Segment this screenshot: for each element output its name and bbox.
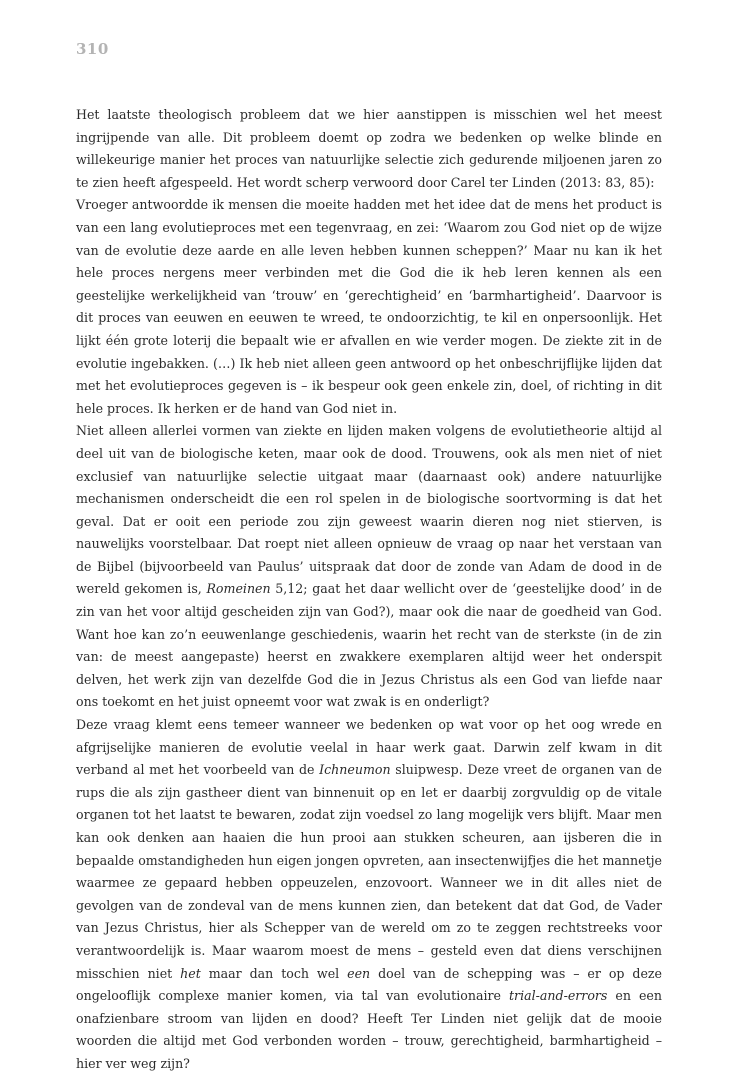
paragraph-death (76, 420, 662, 714)
text-run: sluipwesp. Deze vreet de organen van de rups die als zijn gastheer dient van binnenuit op en let er daarbij zorgvuldig op de vitale organen tot het laatst te bewaren, zodat zijn voedsel zo lang mogelijk vers blijft. Maar men kan ook denken aan haaien die hun prooi aan stukken scheuren, aan ijsberen die in bepaalde omstandigheden hun eigen jongen opvreten, aan insectenwijfjes die het mannetje waarmee ze gepaard hebben oppeuzelen, enzovoort. Wanneer we in dit alles niet de gevolgen van de zondeval van de mens kunnen zien, dan betekent dat dat God, de Vader van Jezus Christus, hier als Schepper van de wereld om zo te zeggen rechtstreeks voor verantwoordelijk is. Maar waarom moest de mens – gesteld even dat diens verschijnen misschien niet (76, 762, 663, 981)
emphasis-trial-and-errors: trial-and-errors (508, 988, 608, 1004)
paragraph-intro: Het laatste theologisch probleem dat we hier aanstippen is misschien wel het meest ingrijpende van alle. Dit probleem doemt op zodra we bedenken op welke blinde en willekeurige manier het proces van natuurlijke selectie zich gedurende miljoenen jaren zo te zien heeft afgespeeld. Het wordt scherp verwoord door Carel ter Linden (2013: 83, 85): (76, 107, 662, 190)
block-quote: Vroeger antwoordde ik mensen die moeite hadden met het idee dat de mens het product is van een lang evolutieproces met een tegenvraag, en zei: ‘Waarom zou God niet op de wijze van de evolutie deze aarde en alle leven hebben kunnen scheppen?’ Maar nu kan ik het hele proces nergens meer verbinden met die God die ik heb leren kennen als een geestelijke werkelijkheid van ‘trouw’ en ‘gerechtigheid’ en ‘barmhartigheid’. Daarvoor is dit proces van eeuwen en eeuwen te wreed, te ondoorzichtig, te kil en onpersoonlijk. Het lijkt één grote loterij die bepaalt wie er afvallen en wie verder mogen. De ziekte zit in de evolutie ingebakken. (…) Ik heb niet alleen geen antwoord op het onbeschrijflijke lijden dat met het evolutieproces gegeven is – ik bespeur ook geen enkele zin, doel, of richting in dit hele proces. Ik herken er de hand van God niet in. (76, 197, 662, 416)
text-run: Deze vraag klemt eens temeer wanneer we bedenken op wat voor op het oog wrede en afgrijselijke manieren de evolutie veelal in haar werk gaat. Darwin zelf kwam in dit verband al met het voorbeeld van de (76, 717, 662, 778)
emphasis-ichneumon: Ichneumon (319, 762, 391, 778)
text-run: en een onafzienbare stroom van lijden en dood? Heeft Ter Linden niet gelijk dat de mooie woorden die altijd met God verbonden worden – trouw, gerechtigheid, barmhartigheid – hier ver weg zijn? (76, 988, 662, 1071)
emphasis-een: een (347, 965, 371, 981)
emphasis-romeinen: Romeinen (206, 581, 271, 597)
text-run: doel van de schepping was – er op deze ongelooflijk complexe manier komen, via tal van evolutionaire (76, 965, 662, 1004)
body-text (76, 104, 662, 1076)
emphasis-het: het (180, 965, 201, 981)
page-number: 310 (76, 40, 109, 58)
paragraph-cruelty (76, 714, 662, 1076)
text-run: maar dan toch wel (200, 965, 348, 981)
text-run: 5,12; gaat het daar wellicht over de ‘geestelijke dood’ in de zin van het voor altijd gescheiden zijn van God?), maar ook die naar de goedheid van God. Want hoe kan zo’n eeuwenlange geschiedenis, waarin het recht van de sterkste (in de zin van: de meest aangepaste) heerst en zwakkere exemplaren altijd weer het onderspit delven, het werk zijn van dezelfde God die in Jezus Christus als een God van liefde naar ons toekomt en het juist opneemt voor wat zwak is en onderligt? (76, 581, 662, 710)
text-run: Niet alleen allerlei vormen van ziekte en lijden maken volgens de evolutietheorie altijd al deel uit van de biologische keten, maar ook de dood. Trouwens, ook als men niet of niet exclusief van natuurlijke selectie uitgaat maar (daarnaast ook) andere natuurlijke mechanismen onderscheidt die een rol spelen in de biologische soortvorming is dat het geval. Dat er ooit een periode zou zijn geweest waarin dieren nog niet stierven, is nauwelijks voorstelbaar. Dat roept niet alleen opnieuw de vraag op naar het verstaan van de Bijbel (bijvoorbeeld van Paulus’ uitspraak dat door de zonde van Adam de dood in de wereld gekomen is, (76, 423, 662, 597)
